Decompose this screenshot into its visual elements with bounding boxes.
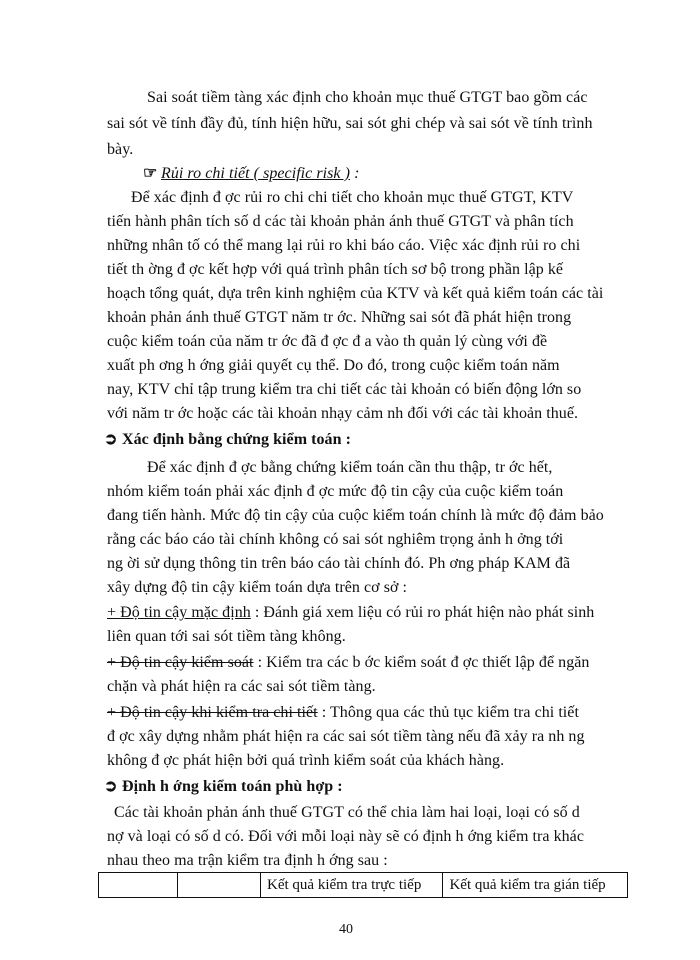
table-header-cell-2 — [178, 873, 261, 898]
detail-risk-suffix: : — [350, 165, 360, 182]
paragraph-2-line-6: khoản phản ánh thuế GTGT năm tr ớc. Những sai sót đã phát hiện trong — [107, 309, 572, 326]
item-control-confidence — [107, 653, 589, 673]
item-detail-confidence-label: + Độ tin cậy khi kiểm tra chi tiết — [107, 704, 318, 721]
paragraph-2-line-9: nay, KTV chỉ tập trung kiểm tra chi tiết các tài khoản có biến động lớn so — [107, 381, 582, 398]
detail-risk-title: Rủi ro chi tiết ( specific risk ) — [161, 165, 351, 182]
paragraph-2-line-10: với năm tr ớc hoặc các tài khoản nhạy cảm nh đối với các tài khoản thuế. — [107, 405, 579, 422]
heading-evidence-title: Xác định bằng chứng kiểm toán : — [122, 431, 351, 448]
paragraph-2-line-7: cuộc kiểm toán của năm tr ớc đã đ ợc đ a vào th quản lý cùng với đề — [107, 333, 548, 350]
pointing-hand-icon: ☞ — [143, 165, 158, 182]
item-control-confidence-label: + Độ tin cậy kiểm soát — [107, 654, 254, 671]
paragraph-2-line-5: hoạch tổng quát, dựa trên kinh nghiệm của KTV và kết quả kiểm toán các tài — [107, 285, 604, 302]
item-control-confidence-text: : Kiểm tra các b ớc kiểm soát đ ợc thiết lập để ngăn — [253, 654, 590, 671]
paragraph-4-line-1: Các tài khoản phản ánh thuế GTGT có thể chia làm hai loại, loại có số d — [114, 804, 580, 821]
item-detail-confidence-text: : Thông qua các thủ tục kiểm tra chi tiết — [317, 704, 579, 721]
table-header-row — [99, 873, 628, 898]
right-arrow-icon: ➲ — [104, 431, 118, 448]
item-default-confidence-cont: liên quan tới sai sót tiềm tàng không. — [107, 628, 346, 645]
heading-direction-title: Định h ớng kiểm toán phù hợp : — [122, 778, 343, 795]
paragraph-4-line-3: nhau theo ma trận kiểm tra định h ớng sau : — [107, 852, 388, 869]
paragraph-2-line-1: Để xác định đ ợc rủi ro chi chi tiết cho khoản mục thuế GTGT, KTV — [131, 189, 574, 206]
item-default-confidence-label: + Độ tin cậy mặc định — [107, 604, 251, 621]
paragraph-1-line-2: sai sót về tính đầy đủ, tính hiện hữu, sai sót ghi chép và sai sót về tính trình — [107, 115, 593, 132]
paragraph-3-line-2: nhóm kiểm toán phải xác định đ ợc mức độ tin cậy của cuộc kiểm toán — [107, 483, 564, 500]
page-number: 40 — [339, 922, 353, 937]
item-detail-confidence — [107, 703, 579, 723]
paragraph-2-line-3: những nhân tố có thể mang lại rủi ro khi báo cáo. Việc xác định rủi ro chi — [107, 237, 581, 254]
paragraph-3-line-1: Để xác định đ ợc bằng chứng kiểm toán cần thu thập, tr ớc hết, — [147, 459, 553, 476]
audit-direction-matrix — [98, 872, 628, 898]
table-header-direct-result: Kết quả kiểm tra trực tiếp — [261, 873, 443, 898]
table-header-cell-1 — [99, 873, 178, 898]
paragraph-3-line-4: rằng các báo cáo tài chính không có sai sót nghiêm trọng ảnh h ởng tới — [107, 531, 564, 548]
paragraph-3-line-5: ng ời sử dụng thông tin trên báo cáo tài chính đó. Ph ơng pháp KAM đã — [107, 555, 571, 572]
heading-evidence — [104, 430, 351, 450]
table-header-indirect-result: Kết quả kiểm tra gián tiếp — [443, 873, 628, 898]
item-default-confidence — [107, 603, 594, 623]
detail-risk-subheading — [143, 164, 359, 184]
paragraph-1-line-3: bày. — [107, 141, 134, 158]
item-detail-confidence-cont2: không đ ợc phát hiện bởi quá trình kiểm soát của khách hàng. — [107, 752, 505, 769]
heading-direction — [104, 777, 343, 797]
paragraph-4-line-2: nợ và loại có số d có. Đối với mỗi loại này sẽ có định h ớng kiểm tra khác — [107, 828, 584, 845]
paragraph-2-line-2: tiến hành phân tích số d các tài khoản phản ánh thuế GTGT và phân tích — [107, 213, 574, 230]
right-arrow-icon: ➲ — [104, 778, 118, 795]
item-detail-confidence-cont: đ ợc xây dựng nhằm phát hiện ra các sai sót tiềm tàng nếu đã xảy ra nh ng — [107, 728, 585, 745]
paragraph-2-line-8: xuất ph ơng h ớng giải quyết cụ thể. Do đó, trong cuộc kiểm toán năm — [107, 357, 560, 374]
paragraph-2-line-4: tiết th ờng đ ợc kết hợp với quá trình phân tích sơ bộ trong phần lập kế — [107, 261, 564, 278]
paragraph-3-line-3: đang tiến hành. Mức độ tin cậy của cuộc kiểm toán chính là mức độ đảm bảo — [107, 507, 604, 524]
paragraph-3-line-6: xây dựng độ tin cậy kiểm toán dựa trên cơ sở : — [107, 579, 408, 596]
paragraph-1-line-1: Sai soát tiềm tàng xác định cho khoản mục thuế GTGT bao gồm các — [147, 89, 588, 106]
item-default-confidence-text: : Đánh giá xem liệu có rủi ro phát hiện nào phát sinh — [250, 604, 595, 621]
item-control-confidence-cont: chặn và phát hiện ra các sai sót tiềm tàng. — [107, 678, 376, 695]
